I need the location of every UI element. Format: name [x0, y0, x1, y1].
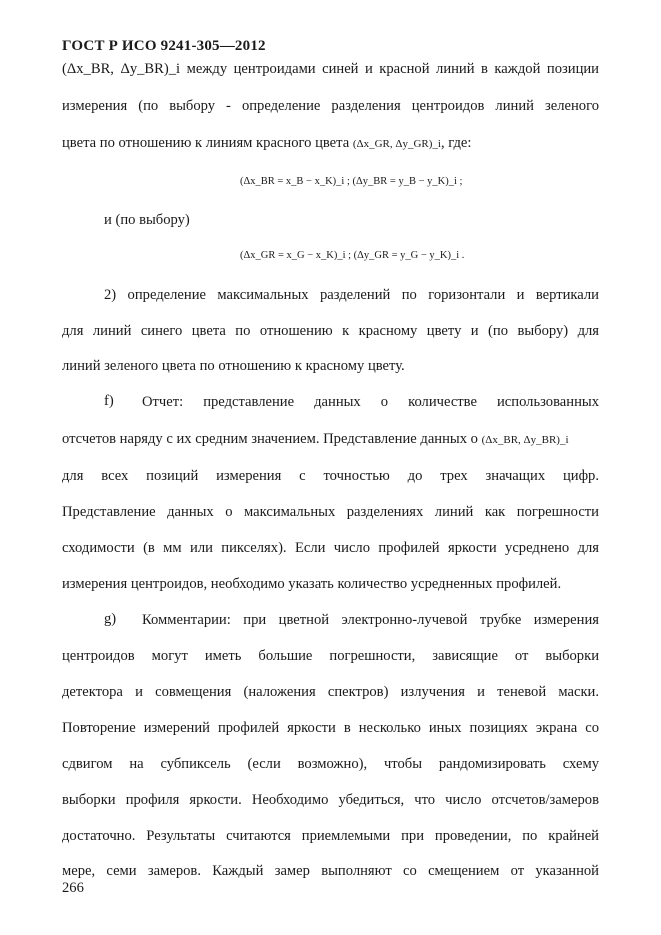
- text-line: Комментарии: при цветной электронно-лучевой трубке измерения: [142, 612, 599, 628]
- document-header: ГОСТ Р ИСО 9241-305—2012: [62, 38, 266, 54]
- text-line: и (по выбору): [104, 212, 190, 228]
- text-line: достаточно. Результаты считаются приемлемыми при проведении, по крайней: [62, 828, 599, 844]
- text-line: 2) определение максимальных разделений по горизонтали и вертикали: [104, 287, 599, 303]
- text-line: Повторение измерений профилей яркости в несколько иных позициях экрана со: [62, 720, 599, 736]
- text-line: измерения (по выбору - определение разделения центроидов линий зеленого: [62, 98, 599, 114]
- text-line: выборки профиля яркости. Необходимо убедиться, что число отсчетов/замеров: [62, 792, 599, 808]
- text-line: измерения центроидов, необходимо указать количество усредненных профилей.: [62, 576, 562, 592]
- text-line: для линий синего цвета по отношению к красному цвету и (по выбору) для: [62, 323, 599, 339]
- display-formula: (Δx_BR = x_B − x_K)_i ; (Δy_BR = y_B − y_K)_i ;: [240, 176, 463, 187]
- text-line: линий зеленого цвета по отношению к красному цвету.: [62, 358, 405, 374]
- text-line: (Δx_BR, Δy_BR)_i между центроидами синей и красной линий в каждой позиции: [62, 61, 599, 77]
- text-line: мере, семи замеров. Каждый замер выполняют со смещением от указанной: [62, 863, 599, 879]
- display-formula: (Δx_GR = x_G − x_K)_i ; (Δy_GR = y_G − y_K)_i .: [240, 250, 465, 261]
- text-line: Отчет: представление данных о количестве использованных: [142, 394, 599, 410]
- text-line: центроидов могут иметь большие погрешности, зависящие от выборки: [62, 648, 599, 664]
- text-line-with-formula: [62, 430, 599, 449]
- page-number: 266: [62, 880, 84, 896]
- text-line: для всех позиций измерения с точностью до трех значащих цифр.: [62, 468, 599, 484]
- text-segment: отсчетов наряду с их средним значением. Представление данных о: [62, 431, 478, 447]
- text-line: Представление данных о максимальных разделениях линий как погрешности: [62, 504, 599, 520]
- text-segment: цвета по отношению к линиям красного цвета: [62, 135, 350, 151]
- list-marker: g): [104, 611, 117, 627]
- inline-formula: (Δx_BR, Δy_BR)_i: [481, 434, 569, 446]
- text-line: сходимости (в мм или пикселях). Если число профилей яркости усреднено для: [62, 540, 599, 556]
- list-marker: f): [104, 393, 114, 409]
- text-line: детектора и совмещения (наложения спектров) излучения и теневой маски.: [62, 684, 599, 700]
- text-line: сдвигом на субпиксель (если возможно), чтобы рандомизировать схему: [62, 756, 599, 772]
- inline-formula: (Δx_GR, Δy_GR)_i: [352, 138, 441, 150]
- text-segment: , где:: [440, 135, 472, 151]
- text-line-with-formula: [62, 134, 599, 153]
